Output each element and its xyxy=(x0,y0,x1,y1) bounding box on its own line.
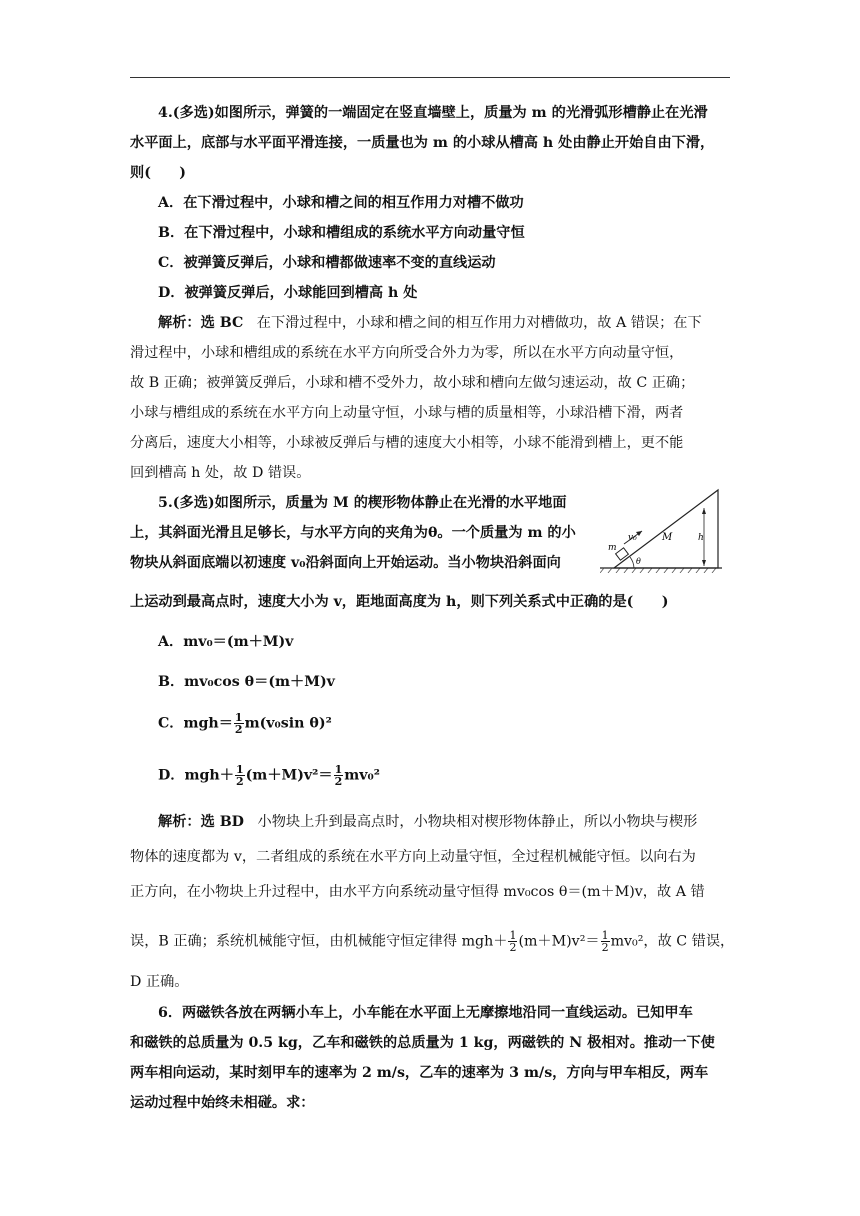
q4-answer-line5: 分离后，速度大小相等，小球被反弹后与槽的速度大小相等，小球不能滑到槽上，更不能 xyxy=(130,435,684,451)
q4-option-d: D．被弹簧反弹后，小球能回到槽高 h 处 xyxy=(158,285,418,301)
q5-answer-line1 xyxy=(130,812,732,832)
q5-answer-text1: 小物块上升到最高点时，小物块相对楔形物体静止，所以小物块与楔形 xyxy=(257,814,698,830)
q5-option-b: B．mv₀cos θ＝(m＋M)v xyxy=(158,674,335,690)
height-arrow-bottom xyxy=(702,560,706,566)
q4-stem-line3: 则( ) xyxy=(130,165,186,181)
fraction-half: $\frac{1}{2}$ xyxy=(601,929,609,954)
q4-option-c: C．被弹簧反弹后，小球和槽都做速率不变的直线运动 xyxy=(158,255,496,271)
q5-option-d: D．mgh＋ $\frac{1}{2}$ (m＋M)v²＝ $\frac{1}{2}$ mv₀² xyxy=(158,763,380,788)
label-m: m xyxy=(608,543,617,553)
q4-answer-line2: 滑过程中，小球和槽组成的系统在水平方向所受合外力为零，所以在水平方向动量守恒， xyxy=(130,345,684,361)
wedge-figure xyxy=(600,488,740,573)
q5-answer-line2: 物体的速度都为 v，二者组成的系统在水平方向上动量守恒，全过程机械能守恒。以向右为 xyxy=(130,849,696,865)
q4-answer-line3: 故 B 正确；被弹簧反弹后，小球和槽不受外力，故小球和槽向左做匀速运动，故 C 正确； xyxy=(130,375,695,391)
q4-answer-line1 xyxy=(130,313,732,333)
height-arrow-top xyxy=(702,508,706,514)
q5-answer-label: 解析：选 BD xyxy=(158,814,244,830)
label-theta: θ xyxy=(636,557,641,566)
q4-option-a: A．在下滑过程中，小球和槽之间的相互作用力对槽不做功 xyxy=(158,195,524,211)
wedge-outline xyxy=(614,490,718,568)
fraction-half: $\frac{1}{2}$ xyxy=(235,763,244,788)
q5-stem-line3: 物块从斜面底端以初速度 v₀沿斜面向上开始运动。当小物块沿斜面向 xyxy=(130,555,561,571)
q4-option-b: B．在下滑过程中，小球和槽组成的系统水平方向动量守恒 xyxy=(158,225,525,241)
label-h: h xyxy=(698,533,704,543)
q5-stem-line1: 5.(多选)如图所示，质量为 M 的楔形物体静止在光滑的水平地面 xyxy=(158,495,567,511)
q6-stem-line4: 运动过程中始终未相碰。求： xyxy=(130,1095,315,1111)
q4-answer-label: 解析：选 BC xyxy=(158,315,244,331)
fraction-half: $\frac{1}{2}$ xyxy=(509,929,517,954)
q6-stem-line1: 6．两磁铁各放在两辆小车上，小车能在水平面上无摩擦地沿同一直线运动。已知甲车 xyxy=(158,1005,693,1021)
q4-answer-line4: 小球与槽组成的系统在水平方向上动量守恒，小球与槽的质量相等，小球沿槽下滑，两者 xyxy=(130,405,684,421)
label-M: M xyxy=(662,532,673,543)
q4-answer-line6: 回到槽高 h 处，故 D 错误。 xyxy=(130,465,311,481)
q6-stem-line2: 和磁铁的总质量为 0.5 kg，乙车和磁铁的总质量为 1 kg，两磁铁的 N 极相对。推动一下使 xyxy=(130,1035,715,1051)
label-v0: v₀ xyxy=(628,533,637,543)
q6-stem-line3: 两车相向运动，某时刻甲车的速率为 2 m/s，乙车的速率为 3 m/s，方向与甲车相反，两车 xyxy=(130,1065,709,1081)
q5-answer-line3: 正方向，在小物块上升过程中，由水平方向系统动量守恒得 mv₀cos θ＝(m＋M)v，故 A 错 xyxy=(130,884,705,900)
q4-stem-line1: 4.(多选)如图所示，弹簧的一端固定在竖直墙壁上，质量为 m 的光滑弧形槽静止在光滑 xyxy=(158,105,708,121)
theta-arc xyxy=(630,557,634,568)
ground-hatch xyxy=(600,568,716,573)
q5-stem-line4: 上运动到最高点时，速度大小为 v，距地面高度为 h，则下列关系式中正确的是( ) xyxy=(130,594,669,610)
fraction-half: $\frac{1}{2}$ xyxy=(334,763,343,788)
fraction-half: $\frac{1}{2}$ xyxy=(234,711,243,736)
q5-option-a: A．mv₀＝(m＋M)v xyxy=(158,634,294,650)
q5-stem-line2: 上，其斜面光滑且足够长，与水平方向的夹角为θ。一个质量为 m 的小 xyxy=(130,525,576,541)
q5-option-c: C．mgh＝ $\frac{1}{2}$ m(v₀sin θ)² xyxy=(158,711,332,736)
header-rule xyxy=(130,77,730,78)
q4-stem-line2: 水平面上，底部与水平面平滑连接，一质量也为 m 的小球从槽高 h 处由静止开始自由下滑， xyxy=(130,135,715,151)
q5-answer-line5: D 正确。 xyxy=(130,974,189,990)
q4-answer-text1: 在下滑过程中，小球和槽之间的相互作用力对槽做功，故 A 错误；在下 xyxy=(256,315,702,331)
q5-answer-line4: 误，B 正确；系统机械能守恒，由机械能守恒定律得 mgh＋ $\frac{1}{2}$ (m＋M)v²＝ $\frac{1}{2}$ mv₀²，故 C 错误， xyxy=(130,929,735,954)
